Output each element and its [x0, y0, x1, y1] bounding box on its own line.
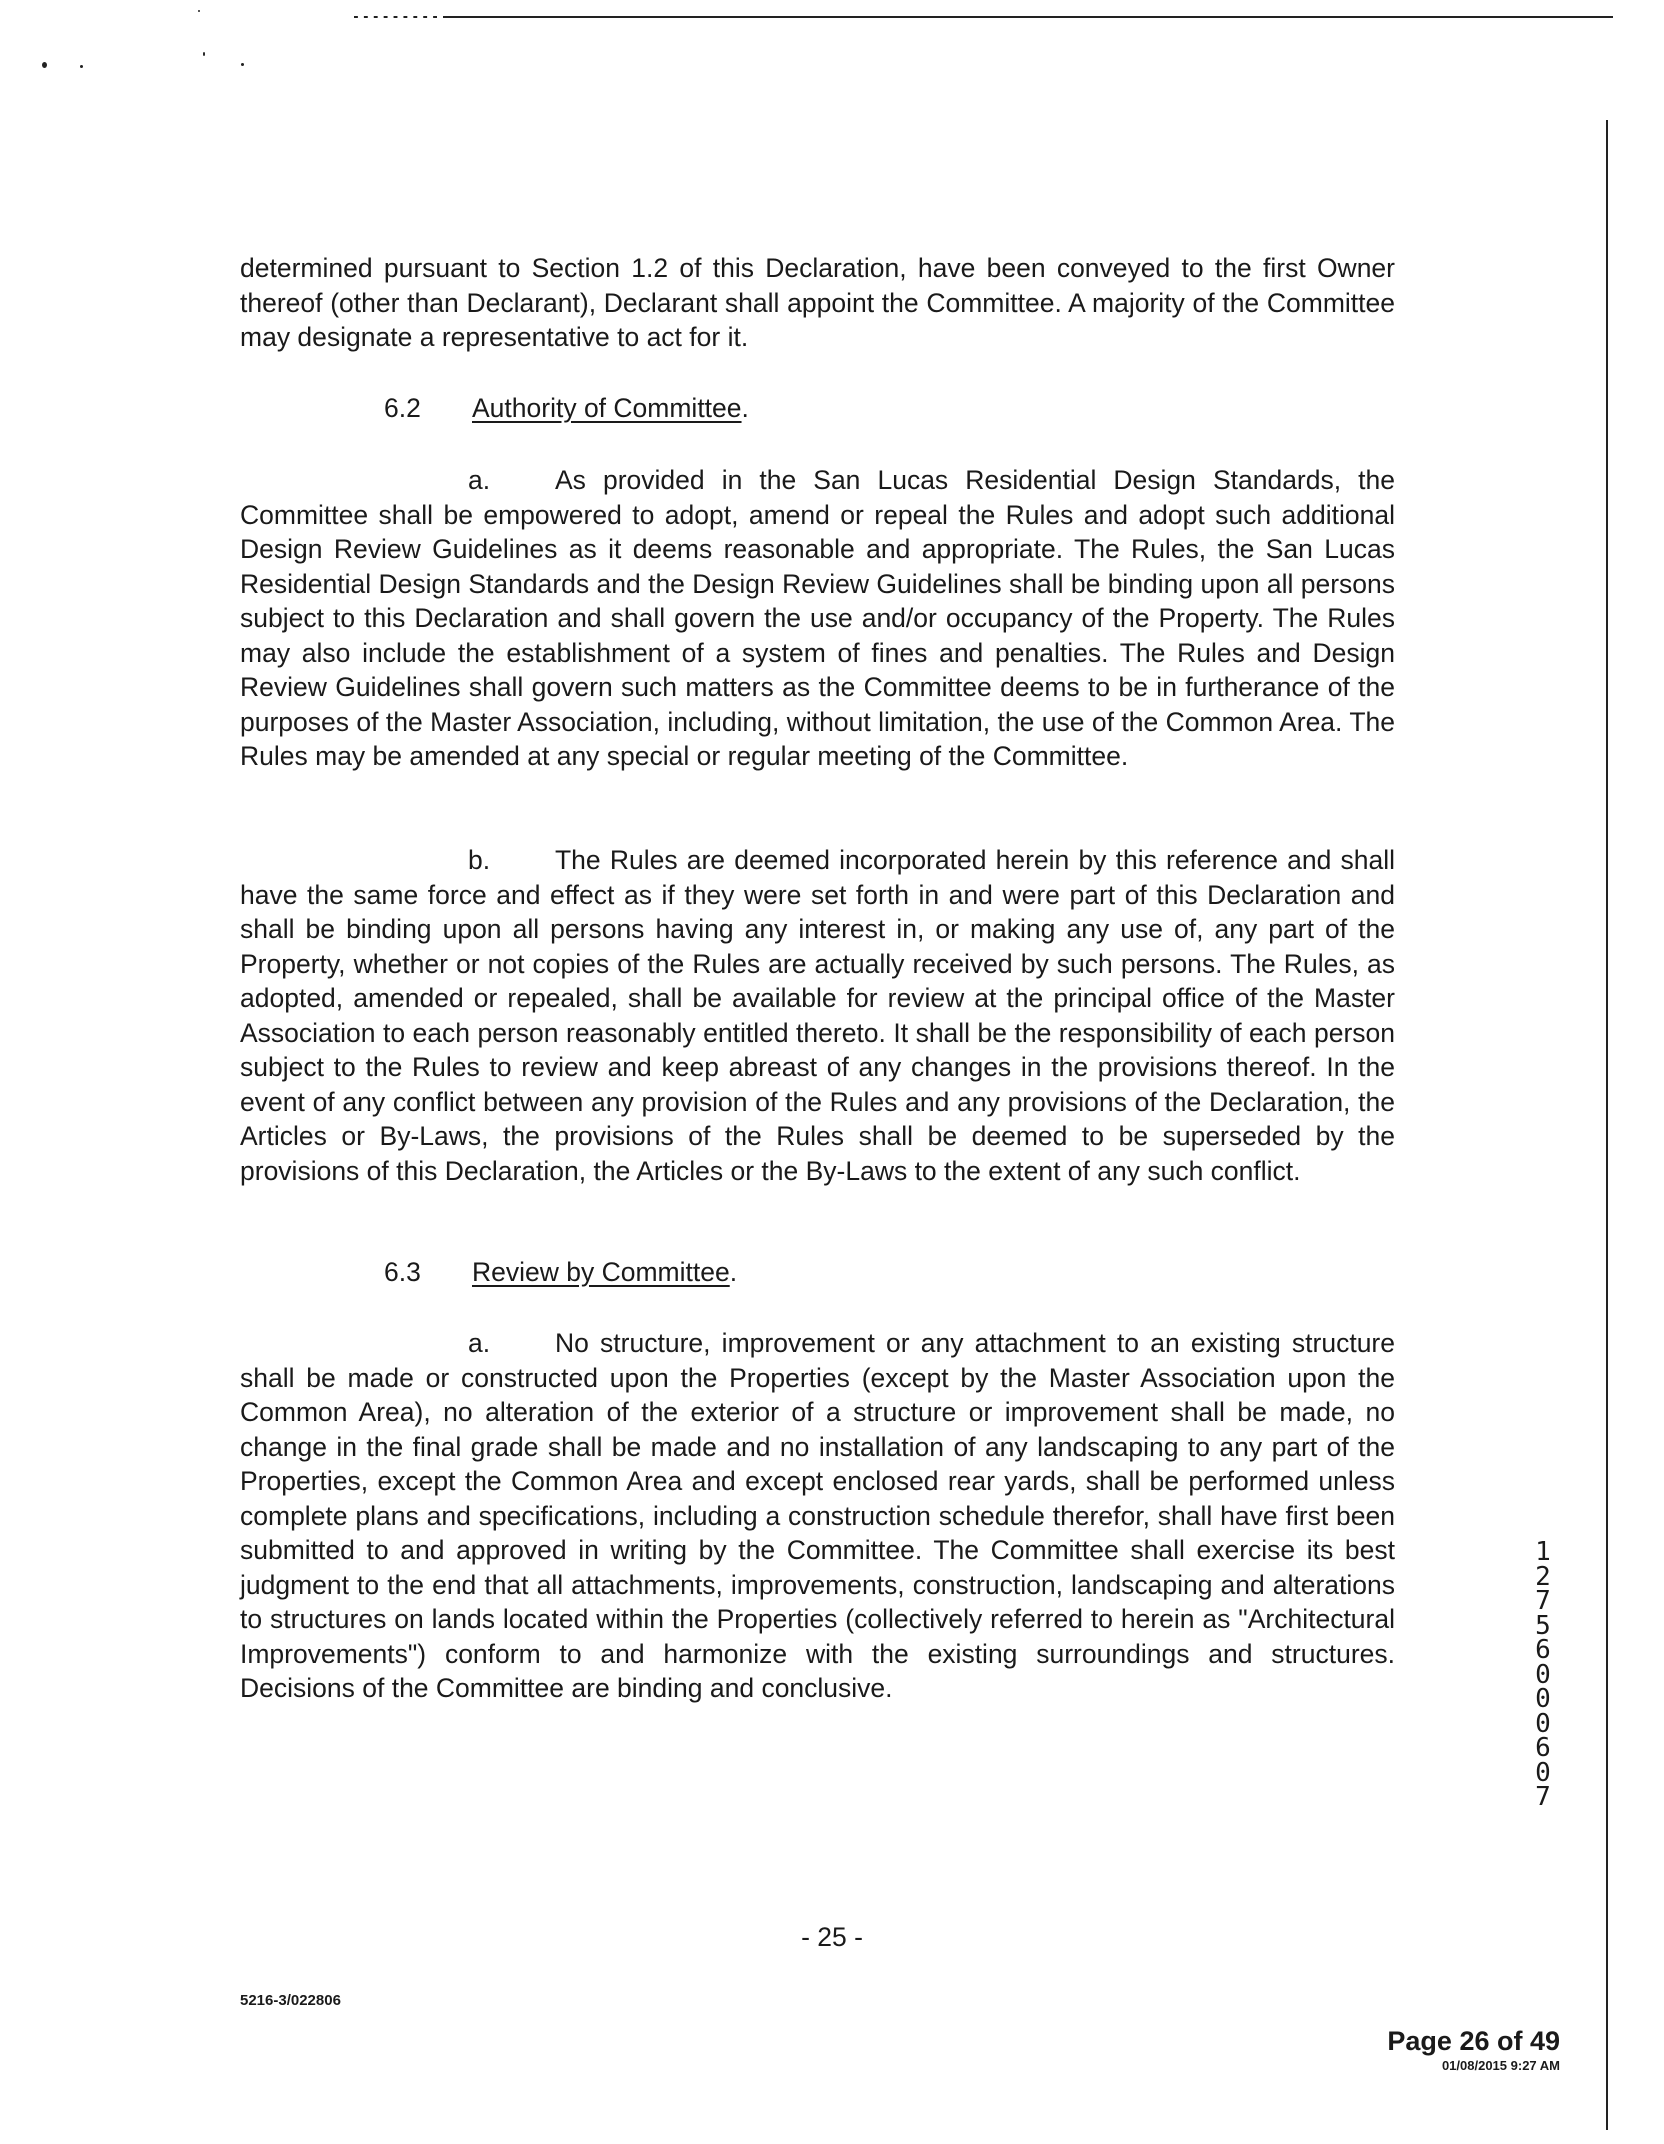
section-6-2-paragraph-a: [240, 463, 1395, 774]
paragraph-text: No structure, improvement or any attachment to an existing structure shall be made or constructed upon the Properties (except by the Master Association upon the Common Area), no alteration of the exterior of a structure or improvement shall be made, no change in the final grade shall be made and no installation of any landscaping to any part of the Properties, except the Common Area and except enclosed rear yards, shall be performed unless complete plans and specifications, including a construction schedule therefor, shall have first been submitted to and approved in writing by the Committee. The Committee shall exercise its best judgment to the end that all attachments, improvements, construction, landscaping and alterations to structures on lands located within the Properties (collectively referred to herein as "Architectural Improvements") conform to and harmonize with the existing surroundings and structures. Decisions of the Committee are binding and conclusive.: [240, 1328, 1395, 1703]
section-6-3-paragraph-a: [240, 1326, 1395, 1706]
section-6-2-number: 6.2: [384, 393, 421, 423]
paragraph-text: As provided in the San Lucas Residential Design Standards, the Committee shall be empowered to adopt, amend or repeal the Rules and adopt such additional Design Review Guidelines as it deems reasonable and appropriate. The Rules, the San Lucas Residential Design Standards and the Design Review Guidelines shall be binding upon all persons subject to this Declaration and shall govern the use and/or occupancy of the Property. The Rules may also include the establishment of a system of fines and penalties. The Rules and Design Review Guidelines shall govern such matters as the Committee deems to be in furtherance of the purposes of the Master Association, including, without limitation, the use of the Common Area. The Rules may be amended at any special or regular meeting of the Committee.: [240, 465, 1395, 771]
margin-digit: 6: [1535, 1635, 1551, 1665]
margin-digit: 0: [1535, 1757, 1551, 1788]
margin-digit: 7: [1535, 1586, 1551, 1616]
margin-digit: 6: [1535, 1733, 1551, 1763]
margin-digit: 2: [1535, 1561, 1551, 1592]
page-number: - 25 -: [801, 1922, 863, 1952]
recording-timestamp: 01/08/2015 9:27 AM: [1441, 2058, 1560, 2073]
scan-speck: [203, 52, 205, 56]
section-6-2-heading: 6.2 Authority of Committee.: [384, 391, 749, 426]
scan-speck: [241, 63, 244, 66]
paragraph-marker: a.: [468, 465, 491, 495]
paragraph-text: The Rules are deemed incorporated herein by this reference and shall have the same force and effect as if they were set forth in and were part of this Declaration and shall be binding upon all persons having any interest in, or making any use of, any part of the Property, whether or not copies of the Rules are actually received by such persons. The Rules, as adopted, amended or repealed, shall be available for review at the principal office of the Master Association to each person reasonably entitled thereto. It shall be the responsibility of each person subject to the Rules to review and keep abreast of any changes in the provisions thereof. In the event of any conflict between any provision of the Rules and any provisions of the Declaration, the Articles or By-Laws, the provisions of the Rules shall be deemed to be superseded by the provisions of this Declaration, the Articles or the By-Laws to the extent of any such conflict.: [240, 845, 1395, 1186]
margin-digit: 5: [1535, 1610, 1551, 1641]
document-code: 5216-3/022806: [240, 1992, 341, 2009]
section-6-3-title: Review by Committee: [472, 1257, 730, 1287]
margin-digit: 0: [1535, 1659, 1551, 1690]
paragraph-marker: b.: [468, 845, 491, 875]
recording-page-label: Page 26 of 49: [1387, 2026, 1560, 2056]
margin-digit: 0: [1535, 1684, 1551, 1714]
top-scan-rule-gap: [348, 16, 443, 18]
right-scan-rule: [1606, 120, 1608, 2130]
scan-speck: [42, 62, 47, 68]
paragraph-marker: a.: [468, 1328, 491, 1358]
section-6-3-heading: 6.3 Review by Committee.: [384, 1255, 737, 1290]
margin-digit: 7: [1535, 1782, 1551, 1812]
intro-paragraph: determined pursuant to Section 1.2 of this Declaration, have been conveyed to the first Owner thereof (other than Declarant), Declarant shall appoint the Committee. A majority of the Committee may designate a representative to act for it.: [240, 253, 1395, 352]
scan-speck: [80, 65, 83, 68]
section-6-3-number: 6.3: [384, 1257, 421, 1287]
margin-digit: 1: [1535, 1537, 1551, 1567]
section-6-2-paragraph-b: [240, 843, 1395, 1188]
section-6-2-title: Authority of Committee: [472, 393, 742, 423]
margin-digit: 0: [1535, 1708, 1551, 1739]
top-scan-rule: [348, 16, 1613, 18]
margin-recording-number: [1528, 1537, 1558, 1812]
scan-speck: [198, 10, 200, 12]
